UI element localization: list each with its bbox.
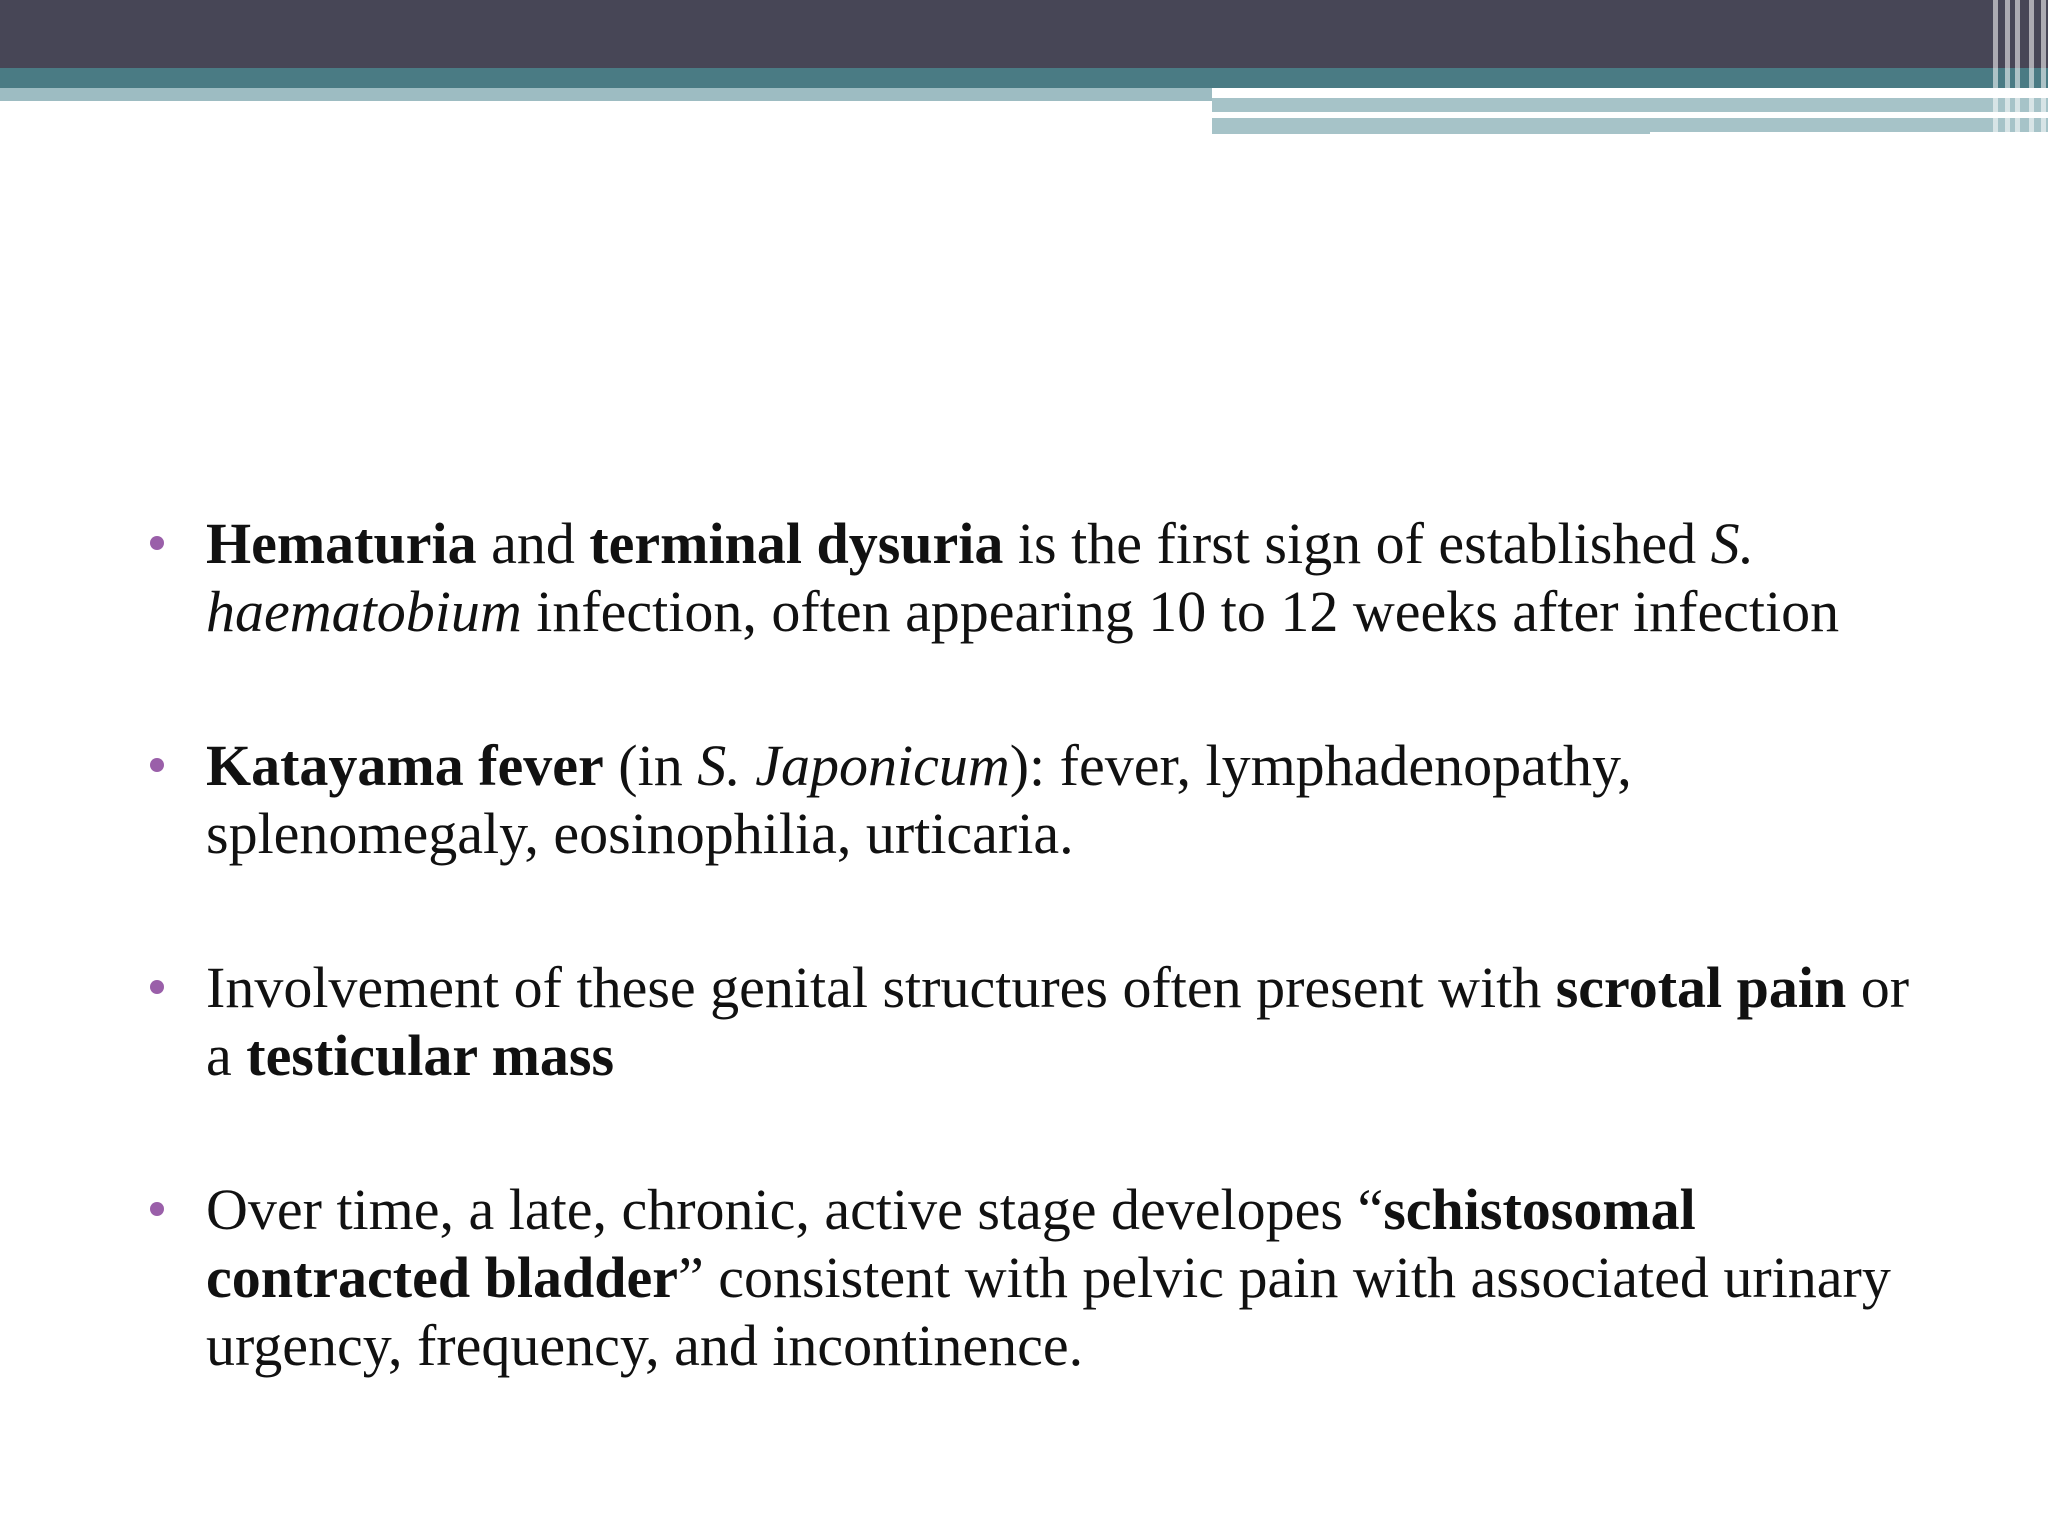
bullet-text — [206, 511, 1839, 644]
bullet-text-part: Involvement of these genital structures often present with — [206, 955, 1556, 1020]
bullet-item-hematuria — [150, 510, 1910, 646]
bullet-text-part: is the first sign of established — [1003, 511, 1711, 576]
bullet-text-part: infection, often appearing 10 to 12 weeks after infection — [521, 579, 1840, 644]
bullet-item-genital-involvement — [150, 954, 1910, 1090]
bullet-text-part: Hematuria — [206, 511, 477, 576]
bullet-item-katayama-fever — [150, 732, 1910, 868]
bullet-text-part: Over time, a late, chronic, active stage developes “ — [206, 1177, 1384, 1242]
header-edge-stripes — [1985, 0, 2048, 140]
bullet-text-part: (in — [603, 733, 698, 798]
bullet-text-part: schistosomal contracted bladder — [206, 1177, 1696, 1310]
bullet-text-part: scrotal pain — [1555, 955, 1847, 1020]
bullet-text-part: S. haematobium — [206, 511, 1755, 644]
bullet-text-part: ): fever, lymphadenopathy, splenomegaly, eosinophilia, urticaria. — [206, 733, 1632, 866]
header-teal-band — [0, 68, 2048, 88]
header-light-band-right-upper — [1212, 98, 2048, 112]
bullet-dot — [150, 980, 164, 994]
bullet-text — [206, 955, 1909, 1088]
bullet-dot — [150, 536, 164, 550]
bullet-text — [206, 733, 1632, 866]
bullet-text-part: testicular mass — [246, 1023, 615, 1088]
bullet-text-part: and — [476, 511, 590, 576]
bullet-text-part: S. Japonicum — [697, 733, 1010, 798]
header-dark-band — [0, 0, 2048, 68]
bullet-dot — [150, 1202, 164, 1216]
slide-bullet-list — [150, 510, 1910, 1380]
bullet-text-part: ” consistent with pelvic pain with associated urinary urgency, frequency, and incontinence. — [206, 1245, 1891, 1378]
bullet-text-part: Katayama fever — [206, 733, 604, 798]
bullet-dot — [150, 758, 164, 772]
bullet-item-chronic-stage — [150, 1176, 1910, 1380]
bullet-text-part: terminal dysuria — [589, 511, 1004, 576]
bullet-text-part: or a — [206, 955, 1910, 1088]
header-light-band-left — [0, 88, 1212, 101]
bullet-text — [206, 1177, 1891, 1378]
